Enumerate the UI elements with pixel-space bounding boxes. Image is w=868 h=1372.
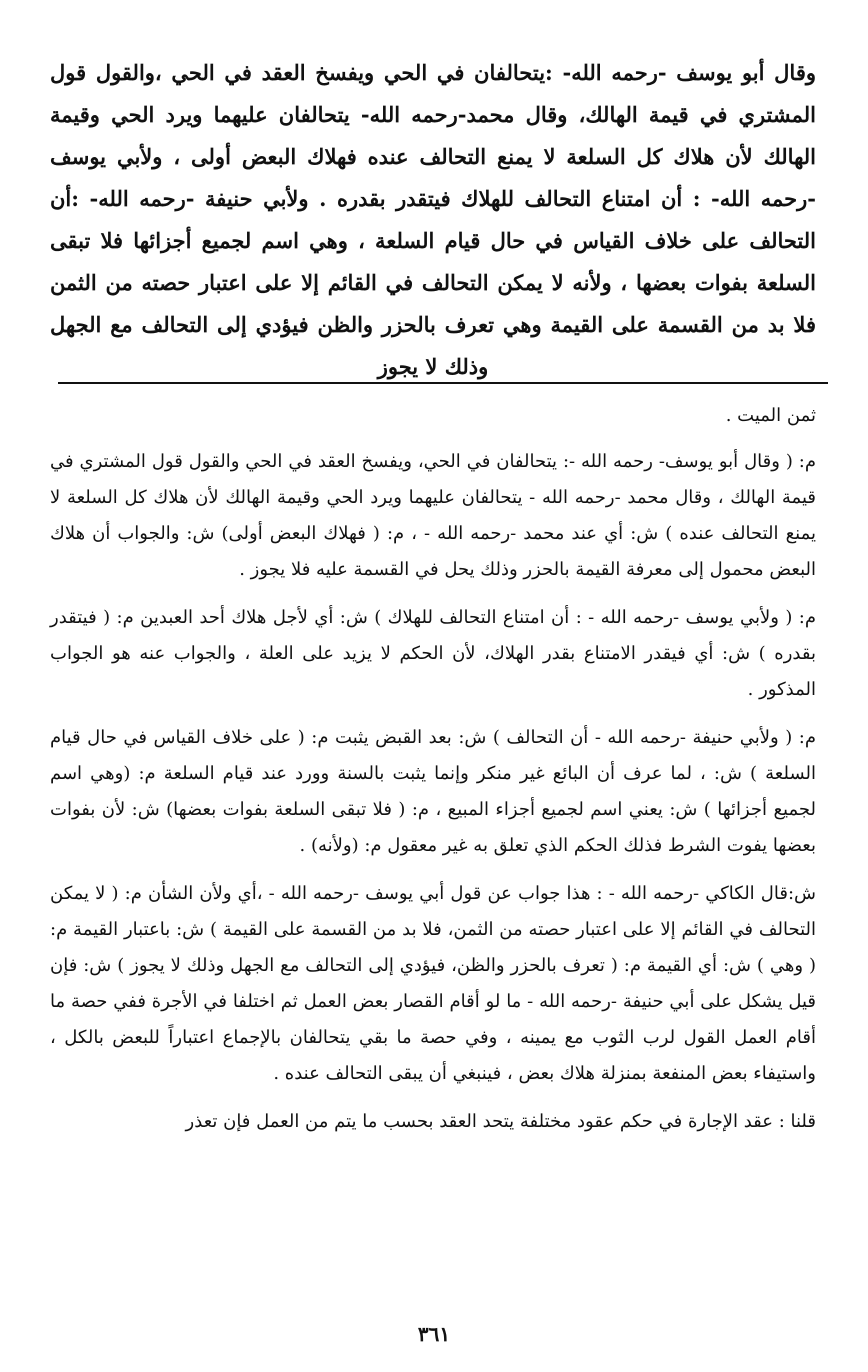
commentary-paragraph: م: ( ولأبي يوسف -رحمه الله - : أن امتناع التحالف للهلاك ) ش: أي لأجل هلاك أحد العبدين م: ( فيتقدر بقدره ) ش: أي فيقدر الامتناع بقدر الهلاك، لأن الحكم لا يزيد على العلة ، والجواب عنه هو الجواب المذكور . [50, 607, 816, 700]
commentary-paragraph: قلنا : عقد الإجارة في حكم عقود مختلفة يتحد العقد بحسب ما يتم من العمل فإن تعذر [185, 1111, 816, 1132]
commentary-paragraph: م: ( وقال أبو يوسف- رحمه الله -: يتحالفان في الحي، ويفسخ العقد في الحي والقول قول المشتري في قيمة الهالك ، وقال محمد -رحمه الله - يتحالفان عليهما ويرد الحي وقيمة الهالك لأن هلاك كل السلعة لا يمنع التحالف عنده ) ش: أي عند محمد -رحمه الله - ، م: ( فهلاك البعض أولى) ش: والجواب أن هلاك البعض محمول إلى معرفة القيمة بالحزر وذلك يحل في القسمة عليه فلا يجوز . [50, 451, 816, 580]
commentary-paragraph: ش:قال الكاكي -رحمه الله - : هذا جواب عن قول أبي يوسف -رحمه الله - ،أي ولأن الشأن م: ( لا يمكن التحالف في القائم إلا على اعتبار حصته من الثمن، فلا بد من القسمة على القيمة ) ش: باعتبار القيمة م: ( وهي ) ش: أي القيمة م: ( تعرف بالحزر والظن، فيؤدي إلى التحالف مع الجهل وذلك لا يجوز ) ش: فإن قيل يشكل على أبي حنيفة -رحمه الله - ما لو أقام القصار بعض العمل ثم اختلفا في الأجرة ففي حصة ما أقام العمل القول لرب الثوب مع يمينه ، وفي حصة ما بقي يتحالفان بالإجماع اعتباراً للبعض بالكل ، واستيفاء بعض المنفعة بمنزلة هلاك بعض ، فينبغي أن يبقى التحالف عنده . [50, 883, 816, 1084]
commentary-paragraph: م: ( ولأبي حنيفة -رحمه الله - أن التحالف ) ش: بعد القبض يثبت م: ( على خلاف القياس في حال قيام السلعة ) ش: ، لما عرف أن البائع غير منكر وإنما يثبت بالسنة وورد عند قيام السلعة م: (وهي اسم لجميع أجزائها ) ش: يعني اسم لجميع أجزاء المبيع ، م: ( فلا تبقى السلعة بفوات بعضها) ش: لأن بفوات بعضها يفوت الشرط فذلك الحكم الذي تعلق به غير معقول م: (ولأنه) . [50, 727, 816, 856]
page-number: ٣٦١ [417, 1322, 451, 1346]
commentary-paragraph: ثمن الميت . [725, 405, 816, 426]
separator-rule [58, 382, 828, 384]
main-text-block: وقال أبو يوسف -رحمه الله- :يتحالفان في الحي ويفسخ العقد في الحي ،والقول قول المشتري في قيمة الهالك، وقال محمد-رحمه الله- يتحالفان عليهما ويرد الحي وقيمة الهالك لأن هلاك كل السلعة لا يمنع التحالف عنده فهلاك البعض أولى ، ولأبي يوسف -رحمه الله- : أن امتناع التحالف للهلاك فيتقدر بقدره . ولأبي حنيفة -رحمه الله- :أن التحالف على خلاف القياس في حال قيام السلعة ، وهي اسم لجميع أجزائها فلا تبقى السلعة بفوات بعضها ، ولأنه لا يمكن التحالف في القائم إلا على اعتبار حصته من الثمن فلا بد من القسمة على القيمة وهي تعرف بالحزر والظن فيؤدي إلى التحالف مع الجهل وذلك لا يجوز [50, 60, 816, 379]
commentary-block [50, 398, 816, 1154]
